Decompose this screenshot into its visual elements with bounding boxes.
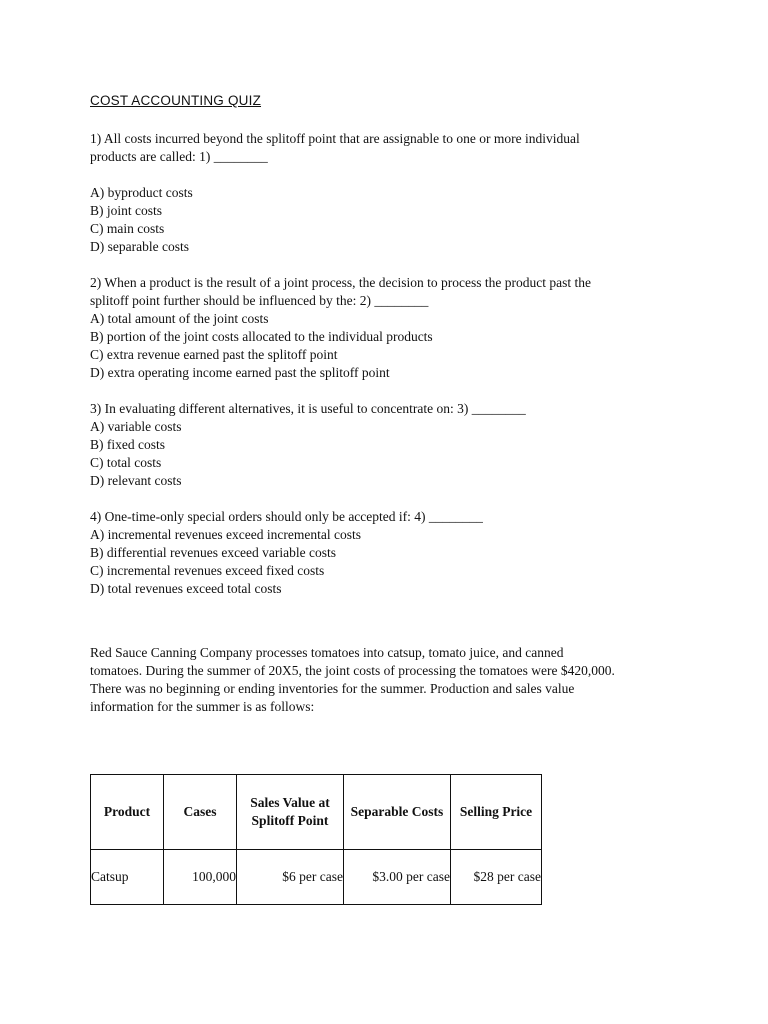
question-2-option-a: A) total amount of the joint costs [90, 311, 269, 326]
question-4-option-a: A) incremental revenues exceed incremental costs [90, 527, 361, 542]
cell-selling-price: $28 per case [451, 850, 542, 905]
question-3-line-1: 3) In evaluating different alternatives, it is useful to concentrate on: 3) ________ [90, 401, 526, 416]
question-2-line-1: 2) When a product is the result of a joint process, the decision to process the product past the [90, 275, 591, 290]
question-1-line-2: products are called: 1) ________ [90, 149, 268, 164]
scenario-line-1: Red Sauce Canning Company processes tomatoes into catsup, tomato juice, and canned [90, 645, 564, 660]
question-3 [90, 400, 690, 490]
question-2 [90, 274, 690, 382]
question-1-option-a: A) byproduct costs [90, 185, 193, 200]
question-1-line-1: 1) All costs incurred beyond the splitoff point that are assignable to one or more individual [90, 131, 580, 146]
header-sales-value-line-2: Splitoff Point [251, 813, 329, 828]
scenario-line-3: There was no beginning or ending inventories for the summer. Production and sales value [90, 681, 575, 696]
cell-separable-costs: $3.00 per case [344, 850, 451, 905]
quiz-document [90, 92, 690, 716]
header-selling-price: Selling Price [451, 775, 542, 850]
scenario-line-2: tomatoes. During the summer of 20X5, the joint costs of processing the tomatoes were $420,000. [90, 663, 615, 678]
question-3-option-c: C) total costs [90, 455, 162, 470]
cell-cases: 100,000 [164, 850, 237, 905]
question-4-option-c: C) incremental revenues exceed fixed costs [90, 563, 325, 578]
production-table [90, 774, 542, 905]
question-2-line-2: splitoff point further should be influenced by the: 2) ________ [90, 293, 429, 308]
header-cases: Cases [164, 775, 237, 850]
question-4-line-1: 4) One-time-only special orders should only be accepted if: 4) ________ [90, 509, 483, 524]
scenario-paragraph [90, 644, 690, 716]
scenario-line-4: information for the summer is as follows: [90, 699, 315, 714]
question-4-option-d: D) total revenues exceed total costs [90, 581, 282, 596]
question-2-option-c: C) extra revenue earned past the splitoff point [90, 347, 338, 362]
question-4 [90, 508, 690, 598]
question-1-option-c: C) main costs [90, 221, 165, 236]
cell-sales-value: $6 per case [237, 850, 344, 905]
header-sales-value-line-1: Sales Value at [250, 795, 330, 810]
question-4-option-b: B) differential revenues exceed variable costs [90, 545, 337, 560]
header-sales-value [237, 775, 344, 850]
question-2-option-d: D) extra operating income earned past the splitoff point [90, 365, 390, 380]
table-header-row [91, 775, 542, 850]
question-1 [90, 130, 690, 256]
question-3-option-a: A) variable costs [90, 419, 182, 434]
cell-product: Catsup [91, 850, 164, 905]
question-3-option-b: B) fixed costs [90, 437, 165, 452]
quiz-title: COST ACCOUNTING QUIZ [90, 93, 262, 108]
question-2-option-b: B) portion of the joint costs allocated to the individual products [90, 329, 433, 344]
question-3-option-d: D) relevant costs [90, 473, 182, 488]
header-product: Product [91, 775, 164, 850]
question-1-option-b: B) joint costs [90, 203, 163, 218]
header-separable-costs: Separable Costs [344, 775, 451, 850]
question-1-option-d: D) separable costs [90, 239, 189, 254]
table-row [91, 850, 542, 905]
